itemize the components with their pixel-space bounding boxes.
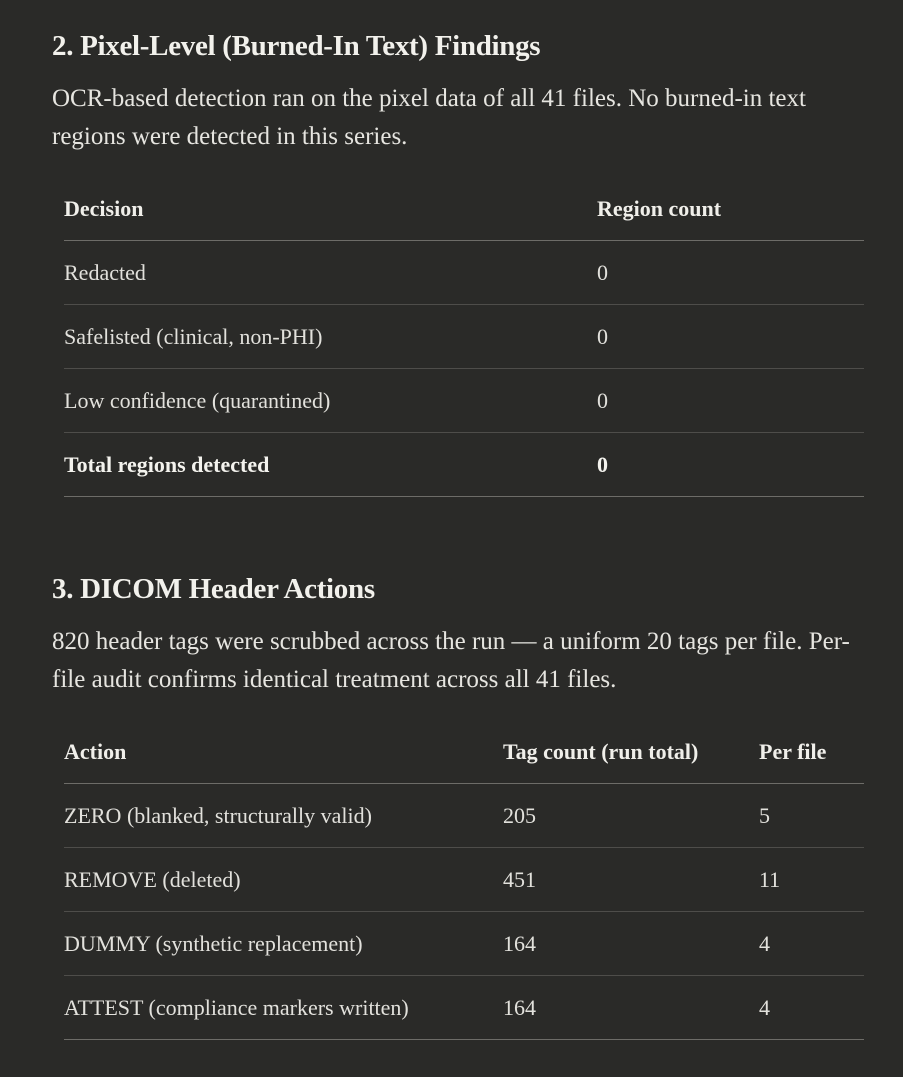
per-file-cell: 4 bbox=[759, 912, 864, 976]
column-header-action: Action bbox=[64, 721, 503, 784]
per-file-cell: 11 bbox=[759, 848, 864, 912]
table-row bbox=[64, 369, 864, 433]
section-description: OCR-based detection ran on the pixel data of all 41 files. No burned-in text regions were detected in this series. bbox=[52, 85, 806, 150]
column-header-tag-count: Tag count (run total) bbox=[503, 721, 759, 784]
table-row bbox=[64, 305, 864, 369]
decision-cell: Low confidence (quarantined) bbox=[64, 369, 597, 433]
region-count-table bbox=[64, 178, 864, 497]
table-row bbox=[64, 912, 864, 976]
tag-count-cell: 164 bbox=[503, 912, 759, 976]
total-label-cell: Total regions detected bbox=[64, 433, 597, 497]
per-file-cell: 5 bbox=[759, 784, 864, 848]
total-value-cell: 0 bbox=[597, 433, 864, 497]
pixel-findings-section bbox=[52, 26, 864, 497]
column-header-per-file: Per file bbox=[759, 721, 864, 784]
column-header-decision: Decision bbox=[64, 178, 597, 241]
section-description: 820 header tags were scrubbed across the run — a uniform 20 tags per file. Per-file audit confirms identical treatment across all 41 files. bbox=[52, 628, 850, 693]
table-row bbox=[64, 241, 864, 305]
tag-count-cell: 205 bbox=[503, 784, 759, 848]
action-cell: REMOVE (deleted) bbox=[64, 848, 503, 912]
action-cell: ZERO (blanked, structurally valid) bbox=[64, 784, 503, 848]
table-row bbox=[64, 848, 864, 912]
tag-count-cell: 451 bbox=[503, 848, 759, 912]
table-header-row bbox=[64, 721, 864, 784]
per-file-cell: 4 bbox=[759, 976, 864, 1040]
section-heading: 2. Pixel-Level (Burned-In Text) Findings bbox=[52, 30, 541, 62]
section-heading: 3. DICOM Header Actions bbox=[52, 573, 375, 605]
table-header-row bbox=[64, 178, 864, 241]
tag-count-cell: 164 bbox=[503, 976, 759, 1040]
decision-cell: Redacted bbox=[64, 241, 597, 305]
decision-cell: Safelisted (clinical, non-PHI) bbox=[64, 305, 597, 369]
header-actions-section bbox=[52, 569, 864, 1040]
region-count-cell: 0 bbox=[597, 369, 864, 433]
table-row bbox=[64, 784, 864, 848]
tag-actions-table bbox=[64, 721, 864, 1040]
region-count-cell: 0 bbox=[597, 241, 864, 305]
table-row bbox=[64, 976, 864, 1040]
column-header-region-count: Region count bbox=[597, 178, 864, 241]
region-count-cell: 0 bbox=[597, 305, 864, 369]
action-cell: ATTEST (compliance markers written) bbox=[64, 976, 503, 1040]
table-total-row bbox=[64, 433, 864, 497]
action-cell: DUMMY (synthetic replacement) bbox=[64, 912, 503, 976]
